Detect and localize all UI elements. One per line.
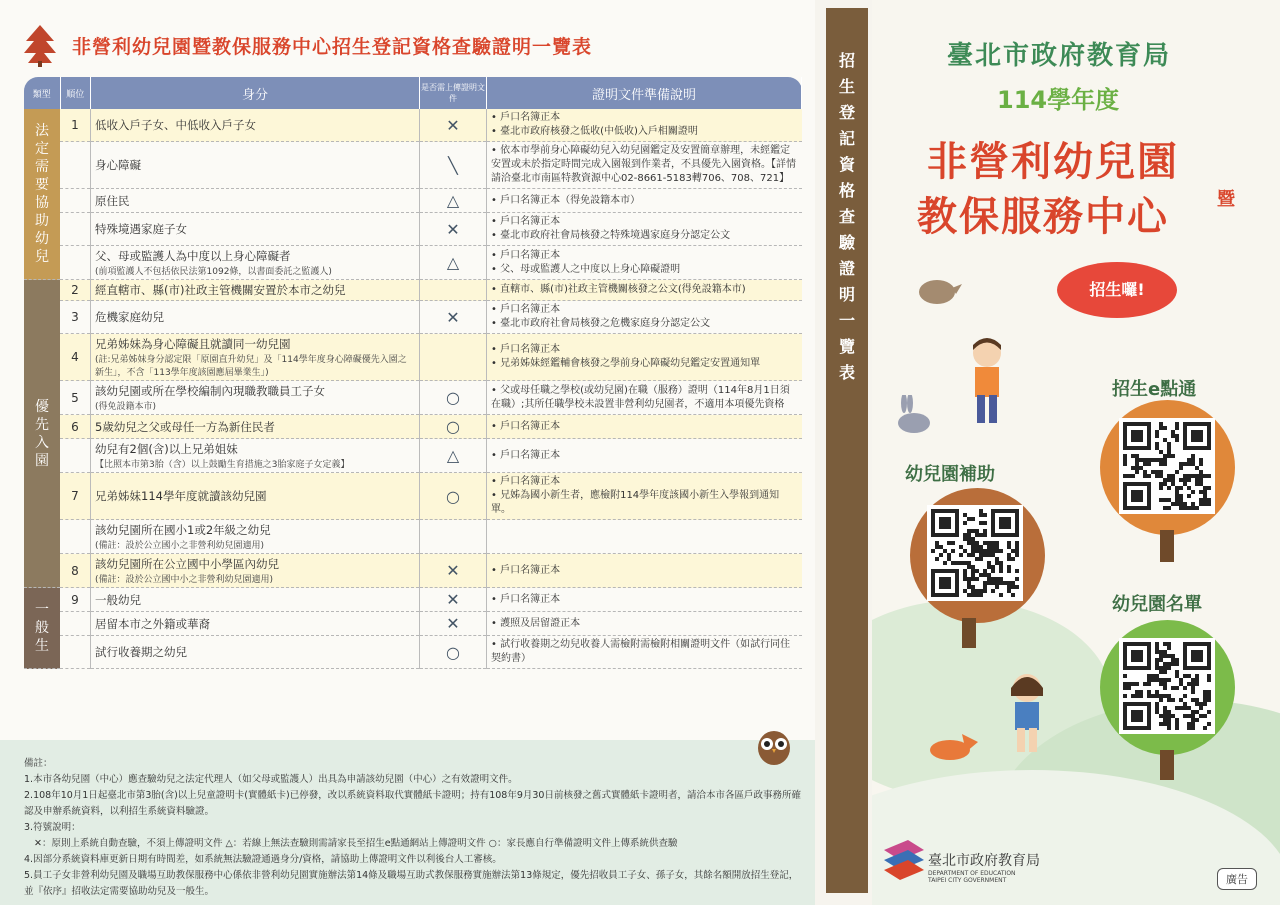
rank-cell: 7: [60, 473, 91, 520]
table-row: [24, 554, 802, 588]
identity-label: 原住民: [95, 193, 130, 208]
identity-cell: [91, 439, 420, 473]
table-row: [24, 520, 802, 554]
rank-cell: 3: [60, 301, 91, 334]
rabbit-icon: [892, 395, 936, 435]
rank-cell: [60, 439, 91, 473]
doc-item: • 戶口名簿正本: [491, 564, 798, 578]
identity-cell: [91, 415, 420, 439]
table-row: [24, 612, 802, 636]
rank-cell: [60, 612, 91, 636]
upload-mark: △: [420, 439, 487, 473]
upload-mark: [420, 520, 487, 554]
fox-icon: [922, 722, 982, 767]
identity-cell: [91, 636, 420, 669]
identity-label: 一般幼兒: [95, 592, 141, 607]
page-title: 非營利幼兒園暨教保服務中心招生登記資格查驗證明一覽表: [72, 35, 593, 58]
doc-item: • 戶口名簿正本: [491, 249, 798, 263]
tree-trunk: [962, 618, 976, 648]
type-label: 法定需要協助幼兒: [35, 123, 49, 265]
rank-cell: 4: [60, 334, 91, 381]
org-name: 臺北市政府教育局: [928, 853, 1040, 869]
note-3-symbols: ✕：原則上系統自動查驗，不須上傳證明文件 △：若線上無法查驗則需請家長至招生e點通網站上傳證明文件 ○：家長應自行準備證明文件上傳系統供查驗: [34, 838, 678, 849]
docs-cell: [487, 588, 802, 612]
docs-cell: [487, 142, 802, 189]
title-row: [22, 20, 592, 70]
header-type: 類型: [24, 77, 60, 109]
fold-strip: [826, 8, 868, 893]
identity-cell: [91, 280, 420, 301]
upload-mark: [420, 280, 487, 301]
identity-cell: [91, 473, 420, 520]
right-panel: [872, 0, 1280, 905]
docs-cell: [487, 381, 802, 415]
doc-item: • 臺北市政府社會局核發之危機家庭身分認定公文: [491, 317, 798, 331]
docs-cell: [487, 636, 802, 669]
rank-cell: [60, 213, 91, 246]
docs-cell: [487, 439, 802, 473]
identity-cell: [91, 381, 420, 415]
identity-label: 該幼兒園所在公立國中小學區內幼兒: [95, 557, 279, 571]
docs-cell: [487, 612, 802, 636]
table-header: [24, 77, 802, 109]
requirements-table: [24, 77, 802, 669]
docs-cell: [487, 280, 802, 301]
doc-item: • 依本市學前身心障礙幼兒入幼兒園鑑定及安置簡章辦理，未經鑑定安置或未於指定時間完成入園報到作業者，不具優先入園資格。【詳情請洽臺北市南區特教資源中心02-8661-5183轉706、708、721】: [491, 144, 798, 186]
rank-cell: [60, 189, 91, 213]
qr-label-subsidy: 幼兒園補助: [905, 464, 995, 485]
owl-icon: [752, 722, 796, 766]
upload-mark: ✕: [420, 588, 487, 612]
bird-icon: [912, 270, 962, 310]
tree-trunk: [1160, 750, 1174, 780]
docs-cell: [487, 246, 802, 280]
table-row: [24, 439, 802, 473]
org-english-line1: DEPARTMENT OF EDUCATION: [928, 870, 1016, 877]
identity-cell: [91, 213, 420, 246]
upload-mark: ○: [420, 473, 487, 520]
doc-item: • 戶口名簿正本: [491, 303, 798, 317]
qr-code-enrollment[interactable]: [1119, 418, 1215, 514]
rank-cell: 2: [60, 280, 91, 301]
doc-item: • 戶口名簿正本: [491, 475, 798, 489]
identity-label: 該幼兒園所在國小1或2年級之幼兒: [95, 523, 271, 537]
org-english-line2: TAIPEI CITY GOVERNMENT: [928, 877, 1007, 884]
upload-mark: ╲: [420, 142, 487, 189]
identity-note: (註:兄弟姊妹身分認定限「原園直升幼兒」及「114學年度身心障礙優先入園之新生」，不含「113學年度該園應屆畢業生」): [95, 355, 407, 378]
doc-item: • 戶口名簿正本: [491, 111, 798, 125]
identity-label: 低收入戶子女、中低收入戶子女: [95, 118, 256, 132]
upload-mark: ✕: [420, 301, 487, 334]
identity-note: (備註：設於公立國中小之非營利幼兒園適用): [95, 575, 274, 585]
table-row: [24, 109, 802, 142]
poster-line1: 臺北市政府教育局: [947, 41, 1172, 71]
tree-icon: [22, 23, 58, 67]
identity-cell: [91, 554, 420, 588]
notes-heading: 備註：: [24, 758, 53, 769]
identity-cell: [91, 334, 420, 381]
identity-cell: [91, 520, 420, 554]
rank-cell: [60, 636, 91, 669]
type-cell-t3: [24, 588, 60, 669]
identity-note: (備註：設於公立國小之非營利幼兒園適用): [95, 541, 265, 551]
upload-mark: △: [420, 189, 487, 213]
table-row: [24, 301, 802, 334]
identity-label: 危機家庭幼兒: [95, 310, 164, 324]
header-docs: 證明文件準備說明: [487, 77, 802, 109]
identity-label: 父、母或監護人為中度以上身心障礙者: [95, 249, 291, 263]
qr-code-subsidy[interactable]: [927, 505, 1023, 601]
identity-label: 5歲幼兒之父或母任一方為新住民者: [95, 419, 275, 434]
rank-cell: 1: [60, 109, 91, 142]
girl-illustration: [997, 670, 1057, 755]
doc-item: • 戶口名簿正本: [491, 420, 798, 434]
doc-item: • 父、母或監護人之中度以上身心障礙證明: [491, 263, 798, 277]
identity-cell: [91, 612, 420, 636]
doc-item: • 戶口名簿正本: [491, 593, 798, 607]
upload-mark: ○: [420, 636, 487, 669]
table-row: [24, 636, 802, 669]
identity-cell: [91, 588, 420, 612]
table-row: [24, 473, 802, 520]
org-english: [928, 870, 1016, 884]
note-1: 1.本市各幼兒園（中心）應查驗幼兒之法定代理人（如父母或監護人）出具為申請該幼兒園（中心）之有效證明文件。: [24, 774, 518, 785]
doc-item: • 兄弟姊妹經鑑輔會核發之學前身心障礙幼兒鑑定安置通知單: [491, 357, 798, 371]
notes-section: [0, 740, 815, 905]
note-2: 2.108年10月1日起臺北市第3胎(含)以上兒童證明卡(實體紙卡)已停發，改以系統資料取代實體紙卡證明；持有108年9月30日前核發之舊式實體紙卡證明者，請洽本市各區戶政事務所確認及申辦系統資料，以利招生系統資料驗證。: [24, 790, 801, 817]
doc-item: • 臺北市政府核發之低收(中低收)入戶相關證明: [491, 125, 798, 139]
poster-line3: 非營利幼兒園: [927, 139, 1179, 185]
table-row: [24, 142, 802, 189]
type-label: 優先入園: [35, 398, 49, 469]
note-3: 3.符號說明：: [24, 822, 81, 833]
note-5: 5.員工子女非營利幼兒園及職場互助教保服務中心係依非營利幼兒園實施辦法第14條及職場互助式教保服務實施辦法第13條規定，優先招收員工子女、孫子女，其餘名額開放招生登記，並『依序』招收法定需要協助幼兒及一般生。: [24, 870, 799, 897]
identity-cell: [91, 142, 420, 189]
upload-mark: ✕: [420, 554, 487, 588]
docs-cell: [487, 520, 802, 554]
poster-zan: 暨: [1217, 189, 1235, 210]
table-row: [24, 381, 802, 415]
identity-cell: [91, 189, 420, 213]
doc-item: • 直轄市、縣(市)社政主管機關核發之公文(得免設籍本市): [491, 283, 798, 297]
upload-mark: ○: [420, 415, 487, 439]
identity-note: 【比照本市第3胎（含）以上鼓勵生育措施之3胎家庭子女定義】: [95, 460, 350, 470]
qr-code-list[interactable]: [1119, 638, 1215, 734]
doc-item: • 護照及居留證正本: [491, 617, 798, 631]
doc-item: • 試行收養期之幼兒收養人需檢附需檢附相關證明文件（如試行同住契約書）: [491, 638, 798, 666]
docs-cell: [487, 301, 802, 334]
docs-cell: [487, 554, 802, 588]
poster-line4: 教保服務中心: [917, 194, 1169, 240]
table-row: [24, 415, 802, 439]
header-rank: 順位: [60, 77, 91, 109]
table-row: [24, 189, 802, 213]
rank-cell: [60, 246, 91, 280]
rank-cell: [60, 142, 91, 189]
identity-cell: [91, 246, 420, 280]
rank-cell: 6: [60, 415, 91, 439]
identity-note: (得免設籍本市): [95, 402, 157, 412]
ad-badge: 廣告: [1217, 868, 1257, 890]
doc-item: • 兄姊為國小新生者，應檢附114學年度該國小新生入學報到通知單。: [491, 489, 798, 517]
docs-cell: [487, 334, 802, 381]
doc-item: • 戶口名簿正本: [491, 343, 798, 357]
qr-label-list: 幼兒園名單: [1112, 594, 1202, 615]
header-upload: 是否需上傳證明文件: [420, 77, 487, 109]
table-row: [24, 213, 802, 246]
identity-label: 經直轄市、縣(市)社政主管機關安置於本市之幼兒: [95, 283, 346, 297]
speech-bubble: 招生囉!: [1057, 262, 1177, 318]
rank-cell: 9: [60, 588, 91, 612]
identity-label: 幼兒有2個(含)以上兄弟姐妹: [95, 442, 238, 456]
note-4: 4.因部分系統資料庫更新日期有時間差，如系統無法驗證通過身分/資格，請協助上傳證明文件以利後台人工審核。: [24, 854, 502, 865]
identity-label: 兄弟姊妹114學年度就讀該幼兒園: [95, 489, 267, 503]
docs-cell: [487, 189, 802, 213]
table-row: [24, 246, 802, 280]
type-cell-t1: [24, 109, 60, 280]
upload-mark: ✕: [420, 109, 487, 142]
upload-mark: [420, 334, 487, 381]
identity-cell: [91, 301, 420, 334]
type-cell-t2: [24, 280, 60, 588]
identity-label: 兄弟姊妹為身心障礙且就讀同一幼兒園: [95, 337, 291, 351]
education-logo-icon: [884, 840, 924, 884]
poster-line2: 114學年度: [997, 86, 1120, 114]
upload-mark: ○: [420, 381, 487, 415]
rank-cell: 5: [60, 381, 91, 415]
docs-cell: [487, 415, 802, 439]
identity-label: 該幼兒園或所在學校編制內現職教職員工子女: [95, 384, 325, 398]
identity-label: 特殊境遇家庭子女: [95, 222, 187, 236]
header-identity: 身分: [91, 77, 420, 109]
identity-note: (前項監護人不包括依民法第1092條，以書面委託之監護人): [95, 267, 332, 277]
docs-cell: [487, 213, 802, 246]
qr-label-enrollment: 招生e點通: [1112, 379, 1197, 400]
identity-label: 居留本市之外籍或華裔: [95, 616, 210, 631]
identity-label: 身心障礙: [95, 158, 141, 172]
doc-item: • 臺北市政府社會局核發之特殊境遇家庭身分認定公文: [491, 229, 798, 243]
docs-cell: [487, 473, 802, 520]
identity-label: 試行收養期之幼兒: [95, 645, 187, 659]
doc-item: • 父或母任職之學校(或幼兒園)在職（服務）證明（114年8月1日須在職）;其所任職學校未設置非營利幼兒園者，不適用本項優先資格: [491, 384, 798, 412]
table-row: [24, 280, 802, 301]
table-row: [24, 588, 802, 612]
identity-cell: [91, 109, 420, 142]
table-row: [24, 334, 802, 381]
rank-cell: [60, 520, 91, 554]
rank-cell: 8: [60, 554, 91, 588]
doc-item: • 戶口名簿正本: [491, 449, 798, 463]
docs-cell: [487, 109, 802, 142]
fold-title: 招 生 登 記 資 格 查 驗 證 明 一 覽 表: [838, 51, 855, 382]
tree-trunk: [1160, 530, 1174, 562]
doc-item: • 戶口名簿正本（得免設籍本市）: [491, 194, 798, 208]
doc-item: • 戶口名簿正本: [491, 215, 798, 229]
upload-mark: △: [420, 246, 487, 280]
type-label: 一般生: [35, 602, 49, 654]
child-illustration: [957, 335, 1017, 430]
upload-mark: ✕: [420, 612, 487, 636]
upload-mark: ✕: [420, 213, 487, 246]
